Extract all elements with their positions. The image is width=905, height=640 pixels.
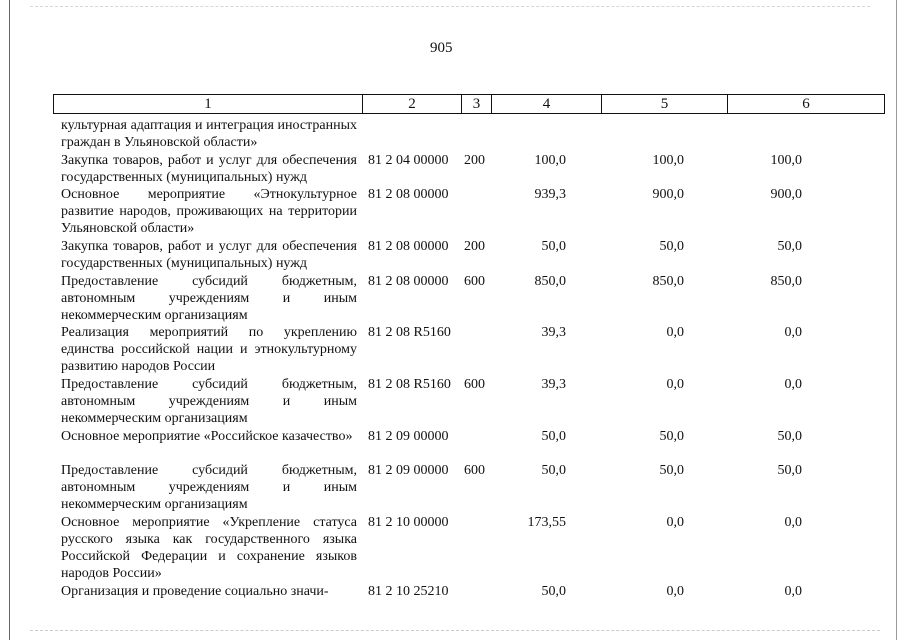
row-value-col5: 0,0 bbox=[666, 325, 684, 340]
row-value-col4: 100,0 bbox=[534, 153, 566, 168]
row-code: 81 2 08 R5160 bbox=[368, 377, 451, 392]
row-value-col6: 0,0 bbox=[784, 325, 802, 340]
row-code: 81 2 08 00000 bbox=[368, 187, 449, 202]
row-value-col6: 0,0 bbox=[784, 377, 802, 392]
row-code: 81 2 10 00000 bbox=[368, 515, 449, 530]
row-expense-type: 200 bbox=[464, 153, 485, 168]
row-expense-type: 600 bbox=[464, 274, 485, 289]
scan-left-edge bbox=[9, 0, 10, 640]
row-name: Закупка товаров, работ и услуг для обеспечения государственных (муниципальных) нужд bbox=[61, 239, 357, 271]
row-code: 81 2 09 00000 bbox=[368, 463, 449, 478]
row-value-col6: 100,0 bbox=[770, 153, 802, 168]
row-value-col4: 39,3 bbox=[541, 377, 566, 392]
row-name: Предоставление субсидий бюджетным, автономным учреждениям и иным некоммерческим организациям bbox=[61, 274, 357, 323]
row-value-col4: 850,0 bbox=[534, 274, 566, 289]
row-code: 81 2 09 00000 bbox=[368, 429, 449, 444]
row-name: Организация и проведение социально значи- bbox=[61, 584, 329, 599]
row-value-col6: 50,0 bbox=[777, 239, 802, 254]
row-name: Основное мероприятие «Укрепление статуса русского языка как государственного языка Российской Федерации и сохранение языков народов России» bbox=[61, 515, 357, 581]
row-value-col5: 0,0 bbox=[666, 584, 684, 599]
row-value-col5: 50,0 bbox=[659, 429, 684, 444]
row-value-col6: 0,0 bbox=[784, 515, 802, 530]
row-value-col4: 173,55 bbox=[527, 515, 566, 530]
column-header-1: 1 bbox=[54, 95, 363, 113]
row-value-col5: 100,0 bbox=[652, 153, 684, 168]
table-header bbox=[53, 94, 885, 114]
row-value-col6: 900,0 bbox=[770, 187, 802, 202]
row-value-col5: 0,0 bbox=[666, 377, 684, 392]
row-expense-type: 200 bbox=[464, 239, 485, 254]
column-header-3: 3 bbox=[462, 95, 492, 113]
row-value-col4: 39,3 bbox=[541, 325, 566, 340]
page-number: 905 bbox=[430, 40, 453, 56]
row-value-col4: 50,0 bbox=[541, 463, 566, 478]
row-value-col5: 850,0 bbox=[652, 274, 684, 289]
row-value-col6: 850,0 bbox=[770, 274, 802, 289]
row-name: Закупка товаров, работ и услуг для обеспечения государственных (муниципальных) нужд bbox=[61, 153, 357, 185]
row-value-col4: 50,0 bbox=[541, 239, 566, 254]
row-value-col6: 50,0 bbox=[777, 429, 802, 444]
row-expense-type: 600 bbox=[464, 377, 485, 392]
row-code: 81 2 08 R5160 bbox=[368, 325, 451, 340]
row-expense-type: 600 bbox=[464, 463, 485, 478]
row-code: 81 2 04 00000 bbox=[368, 153, 449, 168]
row-name: Предоставление субсидий бюджетным, автономным учреждениям и иным некоммерческим организациям bbox=[61, 377, 357, 426]
row-value-col4: 50,0 bbox=[541, 584, 566, 599]
row-name: Основное мероприятие «Российское казачество» bbox=[61, 429, 353, 444]
scan-bottom-noise bbox=[30, 630, 880, 633]
row-value-col5: 900,0 bbox=[652, 187, 684, 202]
row-code: 81 2 08 00000 bbox=[368, 274, 449, 289]
row-name: Реализация мероприятий по укреплению единства российской нации и этнокультурному развитию народов России bbox=[61, 325, 357, 374]
row-value-col6: 0,0 bbox=[784, 584, 802, 599]
scan-top-noise bbox=[30, 6, 870, 9]
row-name: Предоставление субсидий бюджетным, автономным учреждениям и иным некоммерческим организациям bbox=[61, 463, 357, 512]
scan-right-edge bbox=[896, 0, 897, 640]
column-header-5: 5 bbox=[602, 95, 728, 113]
row-value-col5: 50,0 bbox=[659, 239, 684, 254]
row-value-col4: 939,3 bbox=[534, 187, 566, 202]
row-value-col4: 50,0 bbox=[541, 429, 566, 444]
column-header-6: 6 bbox=[802, 96, 810, 112]
row-value-col5: 0,0 bbox=[666, 515, 684, 530]
row-code: 81 2 08 00000 bbox=[368, 239, 449, 254]
row-value-col5: 50,0 bbox=[659, 463, 684, 478]
column-header-2: 2 bbox=[363, 95, 462, 113]
row-name: Основное мероприятие «Этнокультурное развитие народов, проживающих на территории Ульяновской области» bbox=[61, 187, 357, 236]
row-value-col6: 50,0 bbox=[777, 463, 802, 478]
row-name: культурная адаптация и интеграция иностранных граждан в Ульяновской области» bbox=[61, 118, 357, 150]
row-code: 81 2 10 25210 bbox=[368, 584, 449, 599]
column-header-4: 4 bbox=[492, 95, 602, 113]
